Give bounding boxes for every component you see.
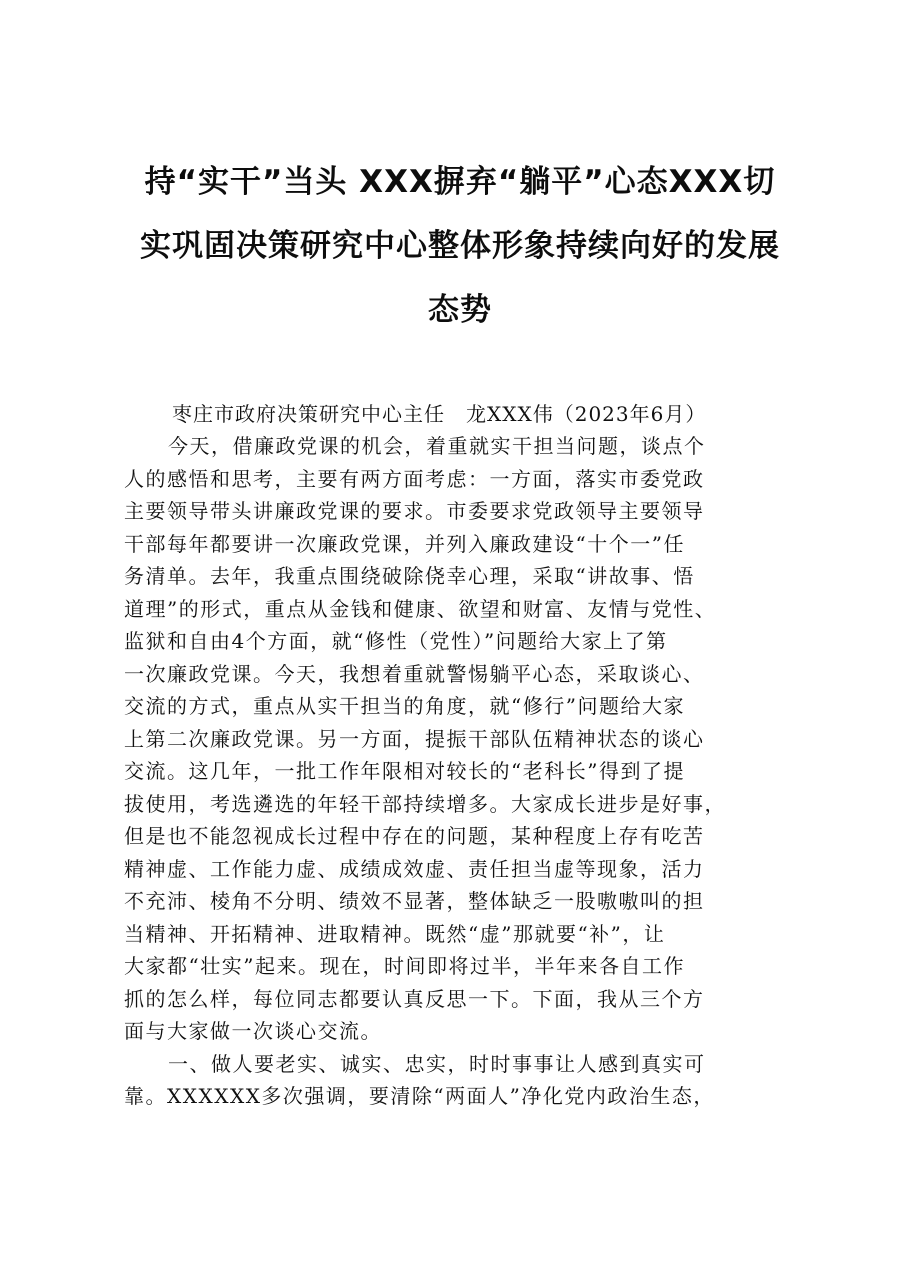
text-line: 抓的怎么样，每位同志都要认真反思一下。下面，我从三个方: [124, 986, 705, 1011]
text-line: 务清单。去年，我重点围绕破除侥幸心理，采取“讲故事、悟: [124, 564, 695, 588]
title-line: 实巩固决策研究中心整体形象持续向好的发展: [140, 228, 780, 264]
text-line: 但是也不能忽视成长过程中存在的问题，某种程度上存有吃苦: [124, 824, 705, 848]
text-line: 靠。XXXXXX多次强调，要清除“两面人”净化党内政治生态，: [124, 1084, 715, 1108]
text-line: 拔使用，考选遴选的年轻干部持续增多。大家成长进步是好事，: [124, 791, 726, 816]
text-line: 当精神、开拓精神、进取精神。既然“虚”那就要“补”，让: [124, 921, 666, 946]
title-line: 态势: [428, 292, 492, 328]
text-line: 干部每年都要讲一次廉政党课，并列入廉政建设“十个一”任: [124, 531, 685, 556]
text-line: 一、做人要老实、诚实、忠实，时时事事让人感到真实可: [168, 1051, 706, 1076]
title-line: 持“实干”当头 XXX摒弃“躺平”心态XXX切: [144, 164, 776, 200]
text-line: 上第二次廉政党课。另一方面，提振干部队伍精神状态的谈心: [124, 726, 705, 751]
text-line: 面与大家做一次谈心交流。: [124, 1019, 382, 1043]
text-line: 人的感悟和思考，主要有两方面考虑：一方面，落实市委党政: [124, 466, 705, 491]
document-title: [110, 150, 810, 342]
text-line: 主要领导带头讲廉政党课的要求。市委要求党政领导主要领导: [124, 499, 705, 523]
document-body: [124, 430, 804, 1113]
author-byline: 枣庄市政府决策研究中心主任 龙XXX伟（2023年6月）: [172, 402, 707, 426]
text-line: 交流的方式，重点从实干担当的角度，就“修行”问题给大家: [124, 694, 685, 718]
text-line: 交流。这几年，一批工作年限相对较长的“老科长”得到了提: [124, 759, 685, 783]
text-line: 不充沛、棱角不分明、绩效不显著，整体缺乏一股嗷嗷叫的担: [124, 889, 705, 913]
text-line: 道理”的形式，重点从金钱和健康、欲望和财富、友情与党性、: [124, 596, 717, 621]
body-paragraph: [124, 1048, 804, 1113]
text-line: 大家都“壮实”起来。现在，时间即将过半，半年来各自工作: [124, 954, 685, 978]
text-line: 监狱和自由4个方面，就“修性（党性）”问题给大家上了第: [124, 629, 668, 653]
text-line: 一次廉政党课。今天，我想着重就警惕躺平心态，采取谈心、: [124, 661, 705, 686]
text-line: 精神虚、工作能力虚、成绩成效虚、责任担当虚等现象，活力: [124, 856, 705, 881]
body-paragraph: [124, 430, 804, 1048]
text-line: 今天，借廉政党课的机会，着重就实干担当问题，谈点个: [168, 434, 706, 458]
